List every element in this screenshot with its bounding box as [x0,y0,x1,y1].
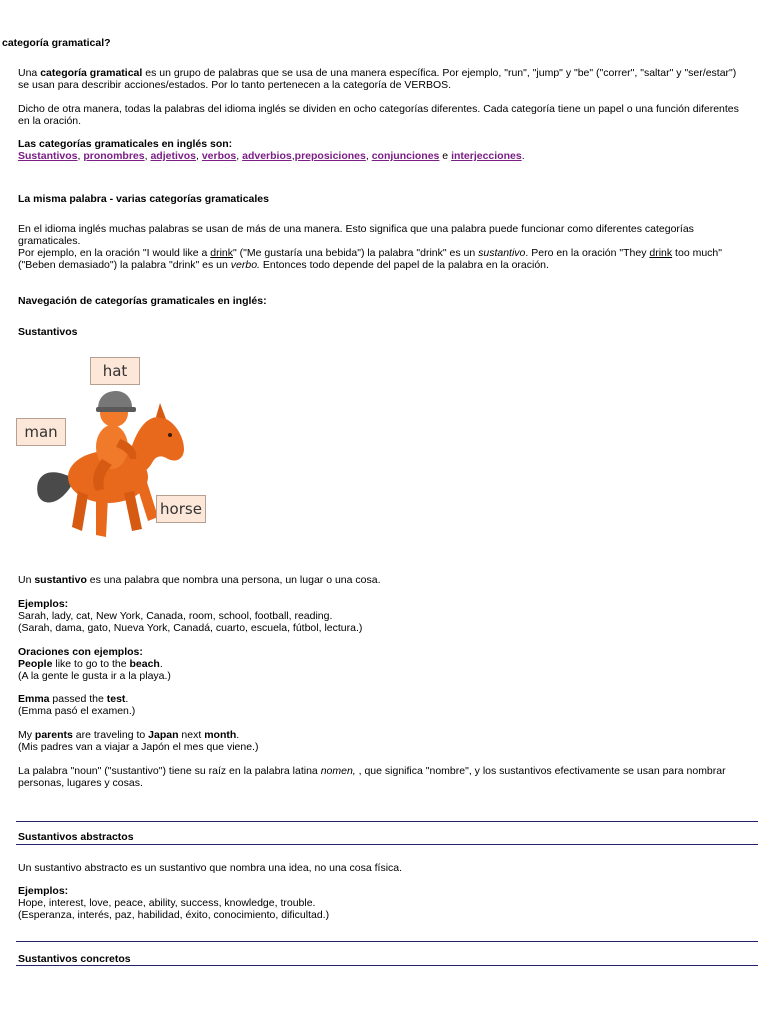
separator: , [236,150,243,162]
misma-paragraph-2 [18,247,750,271]
categories-links [18,150,750,162]
link-conjunciones[interactable]: conjunciones [371,150,440,162]
intro-paragraph-2: Dicho de otra manera, todas la palabras del idioma inglés se dividen en ocho categorías diferentes. Cada categoría tiene un papel o una función diferentes en la oración. [18,103,739,127]
separator: , [77,150,84,162]
ejemplos-spanish: (Sarah, dama, gato, Nueva York, Canadá, cuarto, escuela, fútbol, lectura.) [18,622,363,634]
link-verbos[interactable]: verbos [201,150,237,162]
sentence-3-translation: (Mis padres van a viajar a Japón el mes que viene.) [18,741,259,753]
ejemplos-english: Hope, interest, love, peace, ability, success, knowledge, trouble. [18,897,316,909]
section-divider [16,965,758,966]
rider-on-horse-figure [16,355,208,555]
intro-text: Una [18,67,41,79]
bold-term: sustantivo [34,574,87,586]
misma-heading: La misma palabra - varias categorías gramaticales [18,193,269,205]
text-segment: Por ejemplo, en la oración "I would like a [18,247,211,259]
sustantivo-definition [18,574,750,586]
text-segment: es una palabra que nombra una persona, un lugar o una cosa. [86,574,381,586]
page-title: categoría gramatical? [2,37,111,49]
link-preposiciones[interactable]: preposiciones [294,150,366,162]
link-pronombres[interactable]: pronombres [83,150,145,162]
intro-bold-term: categoría gramatical [40,67,143,79]
abstractos-definition: Un sustantivo abstracto es un sustantivo que nombra una idea, no una cosa física. [18,862,403,874]
separator: e [439,150,452,162]
oraciones-block [18,646,750,682]
italic-word: nomen, [320,765,356,777]
sentence-3 [18,729,750,741]
ejemplos-english: Sarah, lady, cat, New York, Canada, room, school, football, reading. [18,610,333,622]
sustantivos-heading: Sustantivos [18,326,78,338]
bold-noun: test [106,693,126,705]
label-man: man [16,418,66,446]
bold-noun: parents [34,729,73,741]
underlined-word: drink [649,247,673,259]
concretos-heading: Sustantivos concretos [18,953,131,965]
separator: , [365,150,372,162]
text-segment: , que significa "nombre", y los sustantivos efectivamente se usan para nombrar personas, lugares y cosas. [18,765,726,789]
sentence-1-translation: (A la gente le gusta ir a la playa.) [18,670,171,682]
oraciones-label: Oraciones con ejemplos: [18,646,143,658]
man-horse-illustration [16,355,208,555]
text-segment: . [236,729,240,741]
ejemplos-block [18,598,750,634]
text-segment: . [125,693,129,705]
text-segment: passed the [49,693,107,705]
ejemplos-label: Ejemplos: [18,598,69,610]
italic-word: sustantivo [478,247,526,259]
bold-noun: Emma [18,693,50,705]
bold-noun: Japan [148,729,179,741]
sentence-1 [18,658,750,670]
misma-paragraph-1: En el idioma inglés muchas palabras se usan de más de una manera. Esto significa que una palabra puede funcionar como diferentes categorías gramaticales. [18,223,694,247]
text-segment: La palabra "noun" ("sustantivo") tiene su raíz en la palabra latina [18,765,321,777]
noun-etymology [18,765,750,789]
section-divider [16,844,758,845]
text-segment: Entonces todo depende del papel de la palabra en la oración. [259,259,549,271]
abstractos-ejemplos [18,885,750,921]
underlined-word: drink [210,247,234,259]
sentence-2 [18,693,750,705]
ejemplos-spanish: (Esperanza, interés, paz, habilidad, éxito, conocimiento, dificultad.) [18,909,330,921]
categories-block [18,138,750,162]
sentence-2-translation: (Emma pasó el examen.) [18,705,136,717]
sentence-2-block [18,693,750,717]
text-segment: too much" ("Beben demasiado") la palabra "drink" es un [18,247,722,271]
separator: , [291,150,295,162]
label-hat: hat [90,357,140,385]
abstractos-heading: Sustantivos abstractos [18,831,134,843]
italic-word: verbo. [230,259,260,271]
text-segment: are traveling to [72,729,149,741]
text-segment: like to go to the [52,658,130,670]
bold-noun: People [18,658,53,670]
ejemplos-label: Ejemplos: [18,885,69,897]
section-divider [16,941,758,942]
text-segment: . [159,658,163,670]
nav-heading: Navegación de categorías gramaticales en inglés: [18,295,267,307]
sentence-3-block [18,729,750,753]
link-interjecciones[interactable]: interjecciones [451,150,522,162]
text-segment: Un [18,574,35,586]
text-segment: next [178,729,205,741]
separator: . [521,150,525,162]
text-segment: My [18,729,35,741]
intro-paragraph-1 [18,67,750,91]
bold-noun: beach [129,658,160,670]
bold-noun: month [204,729,237,741]
section-divider [16,821,758,822]
link-adjetivos[interactable]: adjetivos [150,150,196,162]
separator: , [144,150,151,162]
link-adverbios[interactable]: adverbios [242,150,292,162]
intro-text: es un grupo de palabras que se usa de una manera específica. Por ejemplo, "run", "jump" y "be" ("correr", "saltar" y "ser/estar") se usan para describir acciones/estados. Por lo tanto pertenecen a la categoría de VERBOS. [18,67,737,91]
label-horse: horse [156,495,206,523]
categories-heading: Las categorías gramaticales en inglés son: [18,138,233,150]
text-segment: " ("Me gustaría una bebida") la palabra "drink" es un [233,247,479,259]
link-sustantivos[interactable]: Sustantivos [18,150,78,162]
text-segment: . Pero en la oración "They [525,247,650,259]
separator: , [196,150,202,162]
